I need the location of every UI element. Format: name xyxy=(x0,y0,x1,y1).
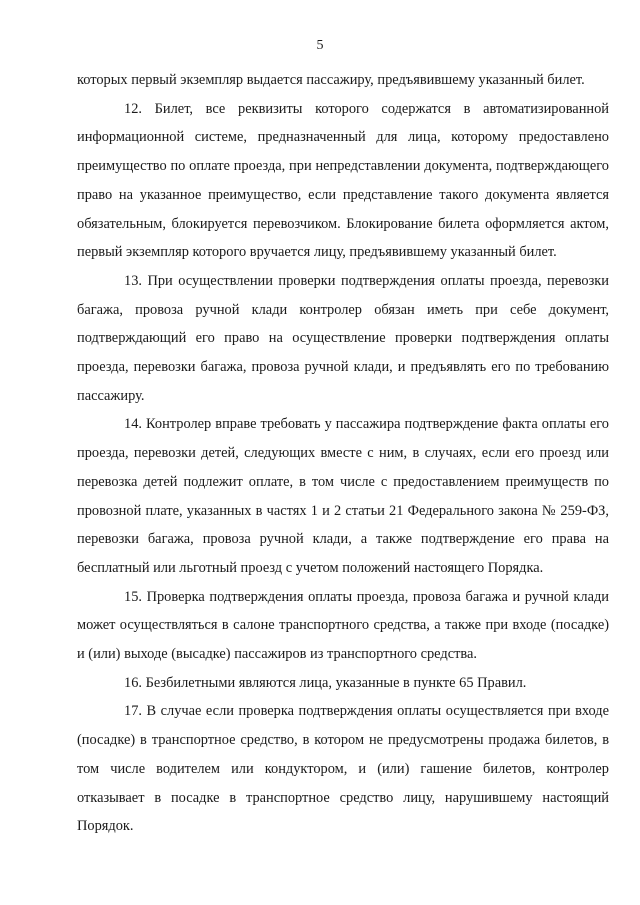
paragraph-item-14: 14. Контролер вправе требовать у пассажира подтверждение факта оплаты его проезда, перевозки детей, следующих вместе с ним, в случаях, если его проезд или перевозка детей подлежит оплате, в том числе с предоставлением преимуществ по провозной плате, указанных в частях 1 и 2 статьи 21 Федерального закона № 259-ФЗ, перевозки багажа, провоза ручной клади, а также подтверждение его права на бесплатный или льготный проезд с учетом положений настоящего Порядка. xyxy=(77,416,609,576)
paragraph-continuation: которых первый экземпляр выдается пассажиру, предъявившему указанный билет. xyxy=(77,72,585,88)
document-body xyxy=(77,66,609,841)
page-number: 5 xyxy=(316,38,324,53)
paragraph-item-15: 15. Проверка подтверждения оплаты проезда, провоза багажа и ручной клади может осуществляться в салоне транспортного средства, а также при входе (посадке) и (или) выходе (высадке) пассажиров из транспортного средства. xyxy=(77,588,609,663)
paragraph-item-17: 17. В случае если проверка подтверждения оплаты осуществляется при входе (посадке) в транспортное средство, в котором не предусмотрены продажа билетов, в том числе водителем или кондуктором, и (или) гашение билетов, контролер отказывает в посадке в транспортное средство лицу, нарушившему настоящий Порядок. xyxy=(77,703,609,835)
paragraph-item-12: 12. Билет, все реквизиты которого содержатся в автоматизированной информационной системе, предназначенный для лица, которому предоставлено преимущество по оплате проезда, при непредставлении документа, подтверждающего право на указанное преимущество, если представление такого документа является обязательным, блокируется перевозчиком. Блокирование билета оформляется актом, первый экземпляр которого вручается лицу, предъявившему указанный билет. xyxy=(77,100,609,261)
paragraph-item-16: 16. Безбилетными являются лица, указанные в пункте 65 Правил. xyxy=(124,674,527,691)
paragraph-item-13: 13. При осуществлении проверки подтверждения оплаты проезда, перевозки багажа, провоза ручной клади контролер обязан иметь при себе документ, подтверждающий его право на осуществление проверки подтверждения оплаты проезда, перевозки багажа, провоза ручной клади, и предъявлять его по требованию пассажиру. xyxy=(77,272,609,404)
